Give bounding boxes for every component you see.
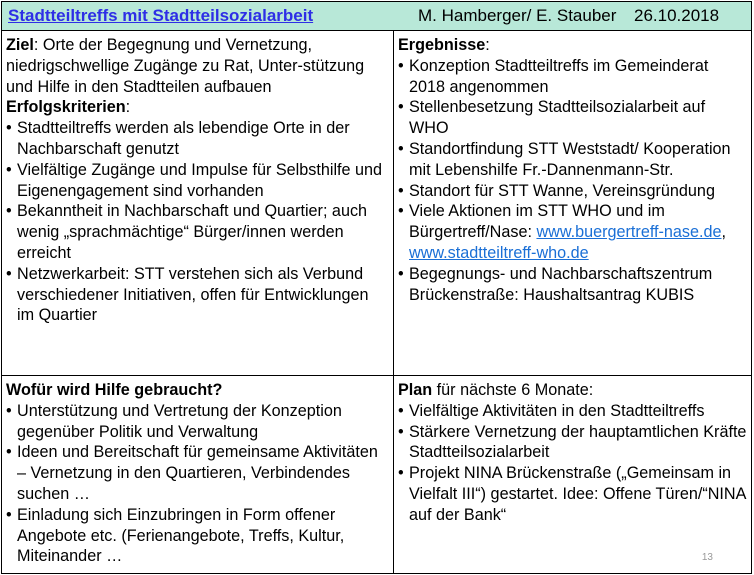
list-item: • Vielfältige Zugänge und Impulse für Selbsthilfe und Eigenengagement sind vorhanden [6, 160, 389, 202]
list-item: • Standort für STT Wanne, Vereinsgründung [398, 181, 747, 202]
link-buergertreff-nase[interactable]: www.buergertreff-nase.de [536, 223, 722, 242]
date: 26.10.2018 [634, 6, 720, 25]
plan-heading [398, 380, 747, 401]
ergebnisse-heading [398, 35, 747, 56]
plan-label: Plan [398, 381, 433, 399]
link-stadtteiltreff-who[interactable]: www.stadtteiltreff-who.de [409, 243, 589, 262]
list-item: • Projekt NINA Brückenstraße („Gemeinsam in Vielfalt III“) gestartet. Idee: Offene Türen/“NINA auf der Bank“ [398, 463, 747, 525]
hilfe-list [6, 401, 389, 567]
authors: M. Hamberger/ E. Stauber [418, 6, 617, 25]
link-separator: , [721, 223, 727, 242]
hilfe-cell [1, 375, 394, 574]
list-item: • Begegnungs- und Nachbarschaftszentrum Brückenstraße: Haushaltsantrag KUBIS [398, 264, 747, 306]
plan-list [398, 401, 747, 526]
ergebnisse-list [398, 56, 747, 306]
slide-title: Stadtteiltreffs mit Stadtteilsozialarbeit [8, 6, 314, 25]
ziel-label: Ziel [6, 36, 34, 54]
ziel-paragraph [6, 35, 389, 97]
erfolg-colon: : [125, 98, 131, 117]
list-item: • Standortfindung STT Weststadt/ Kooperation mit Lebenshilfe Fr.-Dannenmann-Str. [398, 139, 747, 181]
ergebnisse-label: Ergebnisse [398, 36, 486, 54]
ergebnisse-cell [393, 30, 752, 376]
ziel-cell [1, 30, 394, 376]
list-item: • Stellenbesetzung Stadtteilsozialarbeit auf WHO [398, 97, 747, 139]
list-item: • Netzwerkarbeit: STT verstehen sich als Verbund verschiedener Initiativen, offen für Entwicklungen im Quartier [6, 264, 389, 326]
hilfe-heading: Wofür wird Hilfe gebraucht? [6, 381, 223, 399]
header-bar [1, 1, 752, 31]
erfolg-list [6, 118, 389, 326]
list-item: • Konzeption Stadtteiltreffs im Gemeinderat 2018 angenommen [398, 56, 747, 98]
plan-cell [393, 375, 752, 574]
erfolg-label: Erfolgskriterien [6, 98, 126, 117]
plan-rest: für nächste 6 Monate: [432, 381, 594, 399]
list-item: • Vielfältige Aktivitäten in den Stadtteiltreffs [398, 401, 747, 422]
list-item: • Ideen und Bereitschaft für gemeinsame Aktivitäten – Vernetzung in den Quartieren, Verbindendes suchen … [6, 442, 389, 504]
erfolg-heading [6, 97, 389, 118]
list-item: • Stärkere Vernetzung der hauptamtlichen Kräfte Stadtteilsozialarbeit [398, 422, 747, 464]
aktionen-text: Viele Aktionen im STT WHO und im Bürgertreff/Nase: [409, 202, 665, 242]
ergebnisse-colon: : [485, 36, 490, 54]
list-item: • Unterstützung und Vertretung der Konzeption gegenüber Politik und Verwaltung [6, 401, 389, 443]
list-item: • Bekanntheit in Nachbarschaft und Quartier; auch wenig „sprachmächtige“ Bürger/innen werden erreicht [6, 201, 389, 263]
ziel-text: : Orte der Begegnung und Vernetzung, niedrigschwellige Zugänge zu Rat, Unter-stützung und Hilfe in den Stadtteilen aufbauen [6, 36, 365, 96]
list-item: • Stadtteiltreffs werden als lebendige Orte in der Nachbarschaft genutzt [6, 118, 389, 160]
list-item-aktionen [398, 201, 747, 263]
list-item: • Einladung sich Einzubringen in Form offener Angebote etc. (Ferienangebote, Treffs, Kultur, Miteinander … [6, 505, 389, 567]
page-number: 13 [701, 552, 713, 564]
